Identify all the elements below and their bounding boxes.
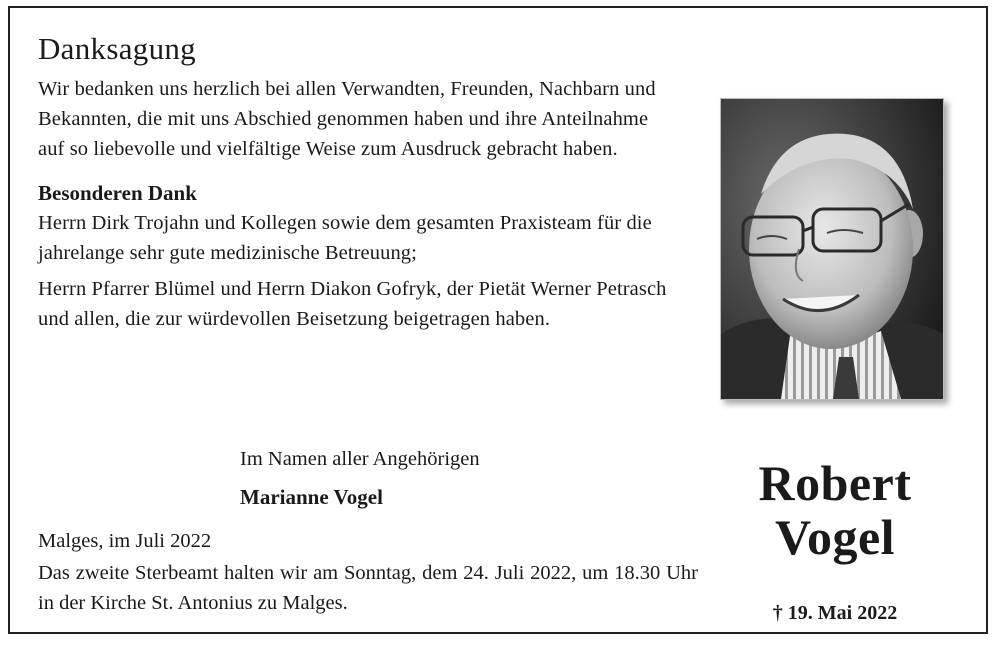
special-thanks-paragraph-1: Herrn Dirk Trojahn und Kollegen sowie dem gesamten Praxisteam für die jahrelange sehr gute medizinische Betreuung; [38, 212, 652, 264]
notice-title: Danksagung [38, 31, 196, 66]
on-behalf-text: Im Namen aller Angehörigen [240, 448, 480, 470]
service-announcement: Das zweite Sterbeamt halten wir am Sonntag, dem 24. Juli 2022, um 18.30 Uhr in der Kirche St. Antonius zu Malges. [38, 562, 698, 614]
special-thanks-heading: Besonderen Dank [38, 181, 197, 205]
place-date: Malges, im Juli 2022 [38, 530, 212, 552]
signer-name: Marianne Vogel [240, 485, 383, 509]
death-date: † 19. Mai 2022 [772, 602, 898, 624]
thanks-section [38, 30, 678, 334]
deceased-first-name: Robert [758, 455, 912, 511]
deceased-name-block [730, 456, 940, 625]
deceased-last-name: Vogel [774, 509, 896, 565]
portrait-photo [720, 98, 944, 400]
special-thanks-paragraph-2: Herrn Pfarrer Blümel und Herrn Diakon Gofryk, der Pietät Werner Petrasch und allen, die zur würdevollen Beisetzung beigetragen haben. [38, 278, 667, 330]
intro-paragraph: Wir bedanken uns herzlich bei allen Verwandten, Freunden, Nachbarn und Bekannten, die mit uns Abschied genommen haben und ihre Anteilnahme auf so liebevolle und vielfältige Weise zum Ausdruck gebracht haben. [38, 78, 656, 160]
death-notice-card [8, 6, 988, 634]
signature-block [240, 444, 600, 512]
footer-block [38, 526, 708, 618]
